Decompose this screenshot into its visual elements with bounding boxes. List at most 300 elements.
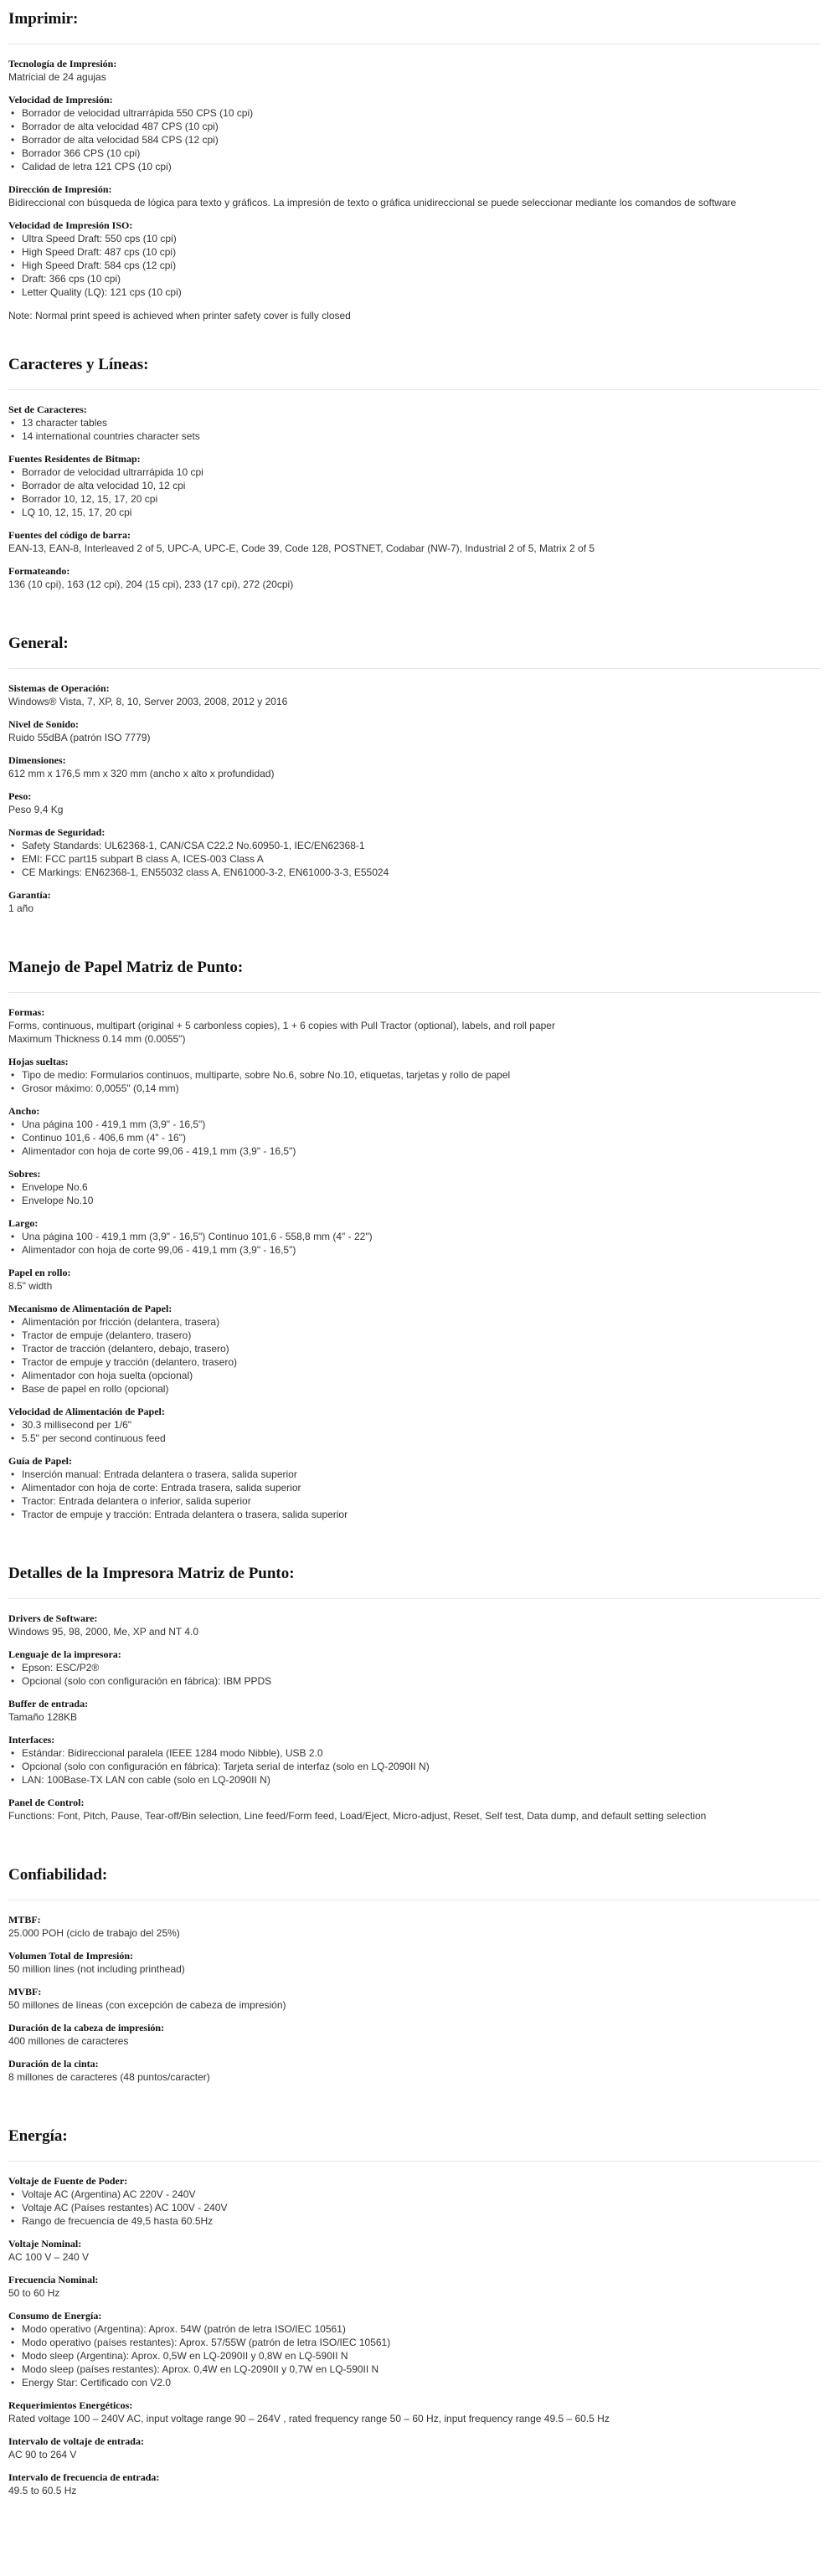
spec-value: Rated voltage 100 – 240V AC, input voltage range 90 – 264V , rated frequency range 50 – 60 Hz, input frequency range 49.5 – 60.5 Hz: [8, 2413, 610, 2424]
spec-section: [8, 346, 821, 625]
list-item-text: 5.5" per second continuous feed: [22, 1432, 166, 1444]
list-item-text: Borrador 366 CPS (10 cpi): [22, 147, 141, 159]
list-item: [8, 272, 821, 285]
spec-label: Frecuencia Nominal:: [8, 2274, 99, 2285]
list-item-text: Tractor de empuje (delantero, trasero): [22, 1329, 192, 1341]
list-item: [8, 506, 821, 519]
spec-label: MVBF:: [8, 1986, 42, 1998]
list-item-text: Estándar: Bidireccional paralela (IEEE 1284 modo Nibble), USB 2.0: [22, 1747, 323, 1759]
list-item-text: LQ 10, 12, 15, 17, 20 cpi: [22, 506, 132, 518]
spec-value: Ruido 55dBA (patrón ISO 7779): [8, 732, 151, 743]
bullet-icon: •: [11, 1132, 15, 1144]
list-item: [8, 1746, 821, 1760]
spec-section: [8, 1555, 821, 1856]
spec-label: MTBF:: [8, 1914, 41, 1926]
section-title: Detalles de la Impresora Matriz de Punto:: [8, 1556, 821, 1599]
spec-label: Sistemas de Operación:: [8, 682, 110, 694]
bullet-icon: •: [11, 1675, 15, 1687]
spec-value: 8.5" width: [8, 1280, 53, 1292]
spec-block: [8, 1648, 821, 1688]
bullet-icon: •: [11, 2215, 15, 2227]
list-item-text: Opcional (solo con configuración en fábrica): Tarjeta serial de interfaz (solo en LQ-2090II N): [22, 1761, 430, 1772]
spec-label: Buffer de entrada:: [8, 1698, 89, 1710]
list-item: [8, 465, 821, 479]
spec-list: [8, 1315, 821, 1396]
list-item-text: Modo operativo (Argentina): Aprox. 54W (patrón de letra ISO/IEC 10561): [22, 2323, 346, 2335]
spec-label: Voltaje de Fuente de Poder:: [8, 2175, 128, 2187]
spec-label: Intervalo de voltaje de entrada:: [8, 2435, 144, 2447]
spec-label: Duración de la cinta:: [8, 2058, 99, 2070]
spec-label: Mecanismo de Alimentación de Papel:: [8, 1303, 172, 1314]
list-item: [8, 839, 821, 852]
spec-label: Dirección de Impresión:: [8, 183, 112, 195]
section-note: Note: Normal print speed is achieved when printer safety cover is fully closed: [8, 310, 351, 321]
spec-section: [8, 1856, 821, 2117]
spec-list: [8, 839, 821, 879]
list-item-text: Calidad de letra 121 CPS (10 cpi): [22, 161, 172, 172]
spec-block: [8, 58, 821, 84]
spec-block: [8, 219, 821, 299]
spec-label: Normas de Seguridad:: [8, 826, 106, 838]
list-item-text: Tractor de tracción (delantero, debajo, trasero): [22, 1343, 229, 1355]
list-item: [8, 1468, 821, 1481]
list-item: [8, 1418, 821, 1432]
list-item: [8, 852, 821, 866]
spec-label: Formateando:: [8, 565, 70, 577]
list-item: [8, 2188, 821, 2201]
spec-list: [8, 1418, 821, 1445]
spec-label: Intervalo de frecuencia de entrada:: [8, 2471, 160, 2483]
bullet-icon: •: [11, 1383, 15, 1395]
bullet-icon: •: [11, 2363, 15, 2375]
spec-value: AC 90 to 264 V: [8, 2449, 77, 2460]
list-item-text: Alimentador con hoja de corte 99,06 - 419,1 mm (3,9" - 16,5"): [22, 1145, 296, 1157]
bullet-icon: •: [11, 2337, 15, 2348]
spec-block: [8, 2399, 821, 2425]
list-item: [8, 2214, 821, 2228]
bullet-icon: •: [11, 2202, 15, 2214]
spec-block: [8, 1006, 821, 1046]
spec-value: AC 100 V – 240 V: [8, 2251, 90, 2263]
list-item: [8, 133, 821, 147]
list-item-text: Envelope No.6: [22, 1181, 88, 1193]
spec-label: Velocidad de Impresión ISO:: [8, 219, 133, 231]
bullet-icon: •: [11, 1069, 15, 1081]
bullet-icon: •: [11, 853, 15, 865]
list-item: [8, 2336, 821, 2349]
list-item: [8, 1481, 821, 1494]
bullet-icon: •: [11, 161, 15, 172]
spec-label: Garantía:: [8, 889, 51, 901]
spec-label: Guía de Papel:: [8, 1455, 73, 1467]
list-item-text: Draft: 366 cps (10 cpi): [22, 273, 121, 285]
bullet-icon: •: [11, 1761, 15, 1772]
spec-value: 400 millones de caracteres: [8, 2035, 129, 2047]
spec-label: Voltaje Nominal:: [8, 2238, 82, 2250]
list-item: [8, 1382, 821, 1396]
bullet-icon: •: [11, 2350, 15, 2362]
bullet-icon: •: [11, 260, 15, 271]
spec-block: [8, 2175, 821, 2228]
list-item-text: Inserción manual: Entrada delantera o trasera, salida superior: [22, 1468, 297, 1480]
bullet-icon: •: [11, 1118, 15, 1130]
bullet-icon: •: [11, 1145, 15, 1157]
list-item-text: 30.3 millisecond per 1/6": [22, 1419, 131, 1431]
list-item-text: High Speed Draft: 487 cps (10 cpi): [22, 246, 177, 258]
spec-block: [8, 1217, 821, 1257]
list-item: [8, 1369, 821, 1382]
list-item-text: Tractor de empuje y tracción (delantero, trasero): [22, 1356, 237, 1368]
bullet-icon: •: [11, 1356, 15, 1368]
spec-block: [8, 1698, 821, 1724]
spec-value: 136 (10 cpi), 163 (12 cpi), 204 (15 cpi), 233 (17 cpi), 272 (20cpi): [8, 578, 294, 590]
bullet-icon: •: [11, 1509, 15, 1520]
spec-label: Interfaces:: [8, 1734, 55, 1746]
spec-label: Panel de Control:: [8, 1797, 85, 1808]
list-item-text: Tractor: Entrada delantera o inferior, salida superior: [22, 1495, 251, 1507]
list-item: [8, 259, 821, 272]
bullet-icon: •: [11, 430, 15, 442]
list-item-text: Una página 100 - 419,1 mm (3,9" - 16,5") Continuo 101,6 - 558,8 mm (4" - 22"): [22, 1231, 373, 1242]
spec-value: Matricial de 24 agujas: [8, 71, 106, 83]
section-body: [8, 1599, 821, 1856]
list-item: [8, 1180, 821, 1194]
list-item: [8, 1760, 821, 1773]
spec-block: [8, 1406, 821, 1445]
spec-value: 50 to 60 Hz: [8, 2287, 60, 2299]
section-title: Manejo de Papel Matriz de Punto:: [8, 950, 821, 993]
spec-label: Largo:: [8, 1217, 39, 1229]
spec-value: 50 million lines (not including printhead): [8, 1963, 185, 1975]
list-item-text: Borrador de velocidad ultrarrápida 550 CPS (10 cpi): [22, 107, 254, 119]
list-item: [8, 1118, 821, 1131]
spec-list: [8, 1468, 821, 1521]
spec-block: [8, 1168, 821, 1207]
spec-block: [8, 754, 821, 780]
bullet-icon: •: [11, 1747, 15, 1759]
bullet-icon: •: [11, 1419, 15, 1431]
spec-label: Velocidad de Impresión:: [8, 94, 113, 105]
bullet-icon: •: [11, 1316, 15, 1328]
list-item: [8, 106, 821, 120]
bullet-icon: •: [11, 2323, 15, 2335]
list-item-text: Ultra Speed Draft: 550 cps (10 cpi): [22, 233, 177, 244]
spec-value: Bidireccional con búsqueda de lógica para texto y gráficos. La impresión de texto o gráfica unidireccional se puede seleccionar mediante los comandos de software: [8, 197, 737, 208]
spec-value: 49.5 to 60.5 Hz: [8, 2485, 77, 2496]
bullet-icon: •: [11, 1370, 15, 1381]
list-item-text: Envelope No.10: [22, 1195, 94, 1206]
spec-section: [8, 2117, 821, 2531]
spec-label: Lenguaje de la impresora:: [8, 1648, 121, 1660]
list-item: [8, 120, 821, 133]
spec-label: Duración de la cabeza de impresión:: [8, 2022, 165, 2034]
spec-value: Peso 9,4 Kg: [8, 804, 64, 815]
list-item: [8, 1342, 821, 1355]
bullet-icon: •: [11, 466, 15, 478]
spec-label: Set de Caracteres:: [8, 404, 87, 415]
spec-label: Velocidad de Alimentación de Papel:: [8, 1406, 165, 1417]
bullet-icon: •: [11, 506, 15, 518]
list-item-text: Alimentador con hoja suelta (opcional): [22, 1370, 193, 1381]
list-item: [8, 1674, 821, 1688]
spec-block: [8, 529, 821, 555]
list-item: [8, 1329, 821, 1342]
list-item: [8, 1773, 821, 1787]
bullet-icon: •: [11, 1482, 15, 1494]
list-item: [8, 147, 821, 160]
spec-label: Consumo de Energía:: [8, 2310, 102, 2321]
spec-block: [8, 2238, 821, 2264]
list-item-text: Borrador de alta velocidad 584 CPS (12 cpi): [22, 134, 219, 146]
spec-value: 612 mm x 176,5 mm x 320 mm (ancho x alto x profundidad): [8, 768, 275, 779]
list-item: [8, 479, 821, 492]
bullet-icon: •: [11, 493, 15, 505]
spec-block: [8, 2022, 821, 2048]
spec-label: Dimensiones:: [8, 754, 66, 766]
list-item: [8, 2376, 821, 2389]
spec-label: Drivers de Software:: [8, 1612, 98, 1624]
spec-block: [8, 2471, 821, 2497]
bullet-icon: •: [11, 1181, 15, 1193]
spec-block: [8, 1105, 821, 1158]
spec-label: Ancho:: [8, 1105, 40, 1117]
spec-block: [8, 2435, 821, 2461]
bullet-icon: •: [11, 1082, 15, 1094]
list-item-text: Tipo de medio: Formularios continuos, multiparte, sobre No.6, sobre No.10, etiquetas, tarjetas y rollo de papel: [22, 1069, 511, 1081]
list-item-text: Modo sleep (Argentina): Aprox. 0,5W en LQ-2090II y 0,8W en LQ-590II N: [22, 2350, 348, 2362]
bullet-icon: •: [11, 840, 15, 851]
list-item: [8, 1661, 821, 1674]
spec-block: [8, 2310, 821, 2389]
list-item-text: Modo operativo (países restantes): Aprox. 57/55W (patrón de letra ISO/IEC 10561): [22, 2337, 391, 2348]
section-title: Caracteres y Líneas:: [8, 347, 821, 390]
list-item: [8, 232, 821, 245]
list-item-text: 14 international countries character sets: [22, 430, 200, 442]
bullet-icon: •: [11, 1432, 15, 1444]
list-item-text: Base de papel en rollo (opcional): [22, 1383, 169, 1395]
spec-value: 50 millones de líneas (con excepción de cabeza de impresión): [8, 1999, 286, 2011]
spec-block: [8, 1734, 821, 1787]
spec-label: Requerimientos Energéticos:: [8, 2399, 133, 2411]
spec-section: [8, 0, 821, 346]
list-item: [8, 1432, 821, 1445]
list-item-text: 13 character tables: [22, 417, 108, 429]
list-item-text: Safety Standards: UL62368-1, CAN/CSA C22.2 No.60950-1, IEC/EN62368-1: [22, 840, 365, 851]
list-item-text: CE Markings: EN62368-1, EN55032 class A, EN61000-3-2, EN61000-3-3, E55024: [22, 866, 389, 878]
spec-block: [8, 790, 821, 816]
list-item: [8, 1131, 821, 1144]
spec-label: Tecnología de Impresión:: [8, 58, 117, 69]
list-item-text: Alimentador con hoja de corte: Entrada trasera, salida superior: [22, 1482, 301, 1494]
spec-block: [8, 1056, 821, 1095]
list-item: [8, 1082, 821, 1095]
list-item-text: Letter Quality (LQ): 121 cps (10 cpi): [22, 286, 182, 298]
spec-value: Tamaño 128KB: [8, 1711, 78, 1723]
list-item: [8, 1355, 821, 1369]
spec-block: [8, 183, 821, 209]
section-body: [8, 993, 821, 1555]
list-item-text: Continuo 101,6 - 406,6 mm (4" - 16"): [22, 1132, 186, 1144]
bullet-icon: •: [11, 480, 15, 491]
list-item-text: Borrador de alta velocidad 487 CPS (10 cpi): [22, 121, 219, 132]
list-item-text: Voltaje AC (Argentina) AC 220V - 240V: [22, 2188, 196, 2200]
list-item: [8, 160, 821, 173]
bullet-icon: •: [11, 1662, 15, 1674]
bullet-icon: •: [11, 2377, 15, 2388]
spec-block: [8, 718, 821, 744]
list-item-text: Modo sleep (países restantes): Aprox. 0,4W en LQ-2090II y 0,7W en LQ-590II N: [22, 2363, 379, 2375]
list-item: [8, 285, 821, 299]
bullet-icon: •: [11, 246, 15, 258]
section-body: [8, 44, 821, 346]
section-body: [8, 1900, 821, 2117]
spec-list: [8, 1661, 821, 1688]
bullet-icon: •: [11, 1329, 15, 1341]
list-item-text: Energy Star: Certificado con V2.0: [22, 2377, 172, 2388]
section-body: [8, 390, 821, 625]
spec-value-secondary: Maximum Thickness 0.14 mm (0.0055"): [8, 1033, 186, 1045]
list-item: [8, 1315, 821, 1329]
list-item-text: Alimentación por fricción (delantera, trasera): [22, 1316, 220, 1328]
spec-block: [8, 1303, 821, 1396]
list-item: [8, 416, 821, 429]
list-item: [8, 2322, 821, 2336]
list-item-text: Alimentador con hoja de corte 99,06 - 419,1 mm (3,9" - 16,5"): [22, 1244, 296, 1256]
bullet-icon: •: [11, 2188, 15, 2200]
list-item: [8, 2201, 821, 2214]
list-item-text: High Speed Draft: 584 cps (12 cpi): [22, 260, 177, 271]
list-item: [8, 1144, 821, 1158]
spec-label: Papel en rollo:: [8, 1267, 71, 1278]
spec-block: [8, 1950, 821, 1976]
bullet-icon: •: [11, 147, 15, 159]
bullet-icon: •: [11, 1195, 15, 1206]
section-title: Imprimir:: [8, 2, 821, 44]
spec-block: [8, 2058, 821, 2084]
spec-block: [8, 94, 821, 173]
list-item: [8, 2363, 821, 2376]
spec-block: [8, 682, 821, 708]
bullet-icon: •: [11, 121, 15, 132]
spec-label: Volumen Total de Impresión:: [8, 1950, 134, 1962]
spec-list: [8, 1180, 821, 1207]
spec-label: Hojas sueltas:: [8, 1056, 69, 1067]
list-item: [8, 1508, 821, 1521]
bullet-icon: •: [11, 1468, 15, 1480]
list-item: [8, 1494, 821, 1508]
spec-label: Sobres:: [8, 1168, 41, 1180]
list-item-text: Tractor de empuje y tracción: Entrada delantera o trasera, salida superior: [22, 1509, 348, 1520]
spec-value: 25.000 POH (ciclo de trabajo del 25%): [8, 1927, 180, 1939]
spec-value: Functions: Font, Pitch, Pause, Tear-off/Bin selection, Line feed/Form feed, Load/Eject, Micro-adjust, Reset, Self test, Data dump, and default setting selection: [8, 1810, 707, 1822]
list-item-text: Una página 100 - 419,1 mm (3,9" - 16,5"): [22, 1118, 206, 1130]
spec-value: 1 año: [8, 902, 34, 914]
spec-label: Nivel de Sonido:: [8, 718, 80, 730]
section-body: [8, 2162, 821, 2531]
spec-block: [8, 1267, 821, 1293]
spec-list: [8, 1230, 821, 1257]
spec-list: [8, 465, 821, 519]
spec-list: [8, 416, 821, 443]
spec-section: [8, 949, 821, 1555]
bullet-icon: •: [11, 134, 15, 146]
spec-block: [8, 565, 821, 591]
spec-block: [8, 453, 821, 519]
spec-value: Forms, continuous, multipart (original + 5 carbonless copies), 1 + 6 copies with Pull Tractor (optional), labels, and roll paper: [8, 1020, 555, 1031]
spec-list: [8, 2322, 821, 2389]
bullet-icon: •: [11, 1495, 15, 1507]
spec-block: [8, 1612, 821, 1638]
spec-list: [8, 232, 821, 299]
list-item-text: Grosor máximo: 0,0055" (0,14 mm): [22, 1082, 179, 1094]
bullet-icon: •: [11, 1231, 15, 1242]
spec-list: [8, 1068, 821, 1095]
list-item-text: EMI: FCC part15 subpart B class A, ICES-003 Class A: [22, 853, 264, 865]
section-body: [8, 669, 821, 949]
list-item: [8, 429, 821, 443]
spec-block: [8, 1797, 821, 1823]
spec-block: [8, 1986, 821, 2012]
list-item: [8, 1068, 821, 1082]
spec-list: [8, 106, 821, 173]
list-item: [8, 866, 821, 879]
spec-label: Formas:: [8, 1006, 45, 1018]
list-item: [8, 245, 821, 259]
spec-value: Windows 95, 98, 2000, Me, XP and NT 4.0: [8, 1626, 199, 1638]
list-item-text: Epson: ESC/P2®: [22, 1662, 100, 1674]
list-item: [8, 1230, 821, 1243]
bullet-icon: •: [11, 107, 15, 119]
bullet-icon: •: [11, 1343, 15, 1355]
spec-block: [8, 2274, 821, 2300]
list-item: [8, 2349, 821, 2363]
bullet-icon: •: [11, 417, 15, 429]
spec-value: 8 millones de caracteres (48 puntos/caracter): [8, 2071, 210, 2083]
list-item: [8, 1243, 821, 1257]
section-title: Confiabilidad:: [8, 1858, 821, 1900]
list-item-text: Borrador de velocidad ultrarrápida 10 cpi: [22, 466, 203, 478]
section-title: Energía:: [8, 2119, 821, 2162]
section-title: General:: [8, 626, 821, 669]
list-item-text: Borrador de alta velocidad 10, 12 cpi: [22, 480, 186, 491]
spec-value: Windows® Vista, 7, XP, 8, 10, Server 2003, 2008, 2012 y 2016: [8, 696, 288, 707]
list-item-text: Opcional (solo con configuración en fábrica): IBM PPDS: [22, 1675, 272, 1687]
list-item-text: LAN: 100Base-TX LAN con cable (solo en LQ-2090II N): [22, 1774, 270, 1786]
spec-list: [8, 2188, 821, 2228]
spec-block: [8, 826, 821, 879]
spec-block: [8, 889, 821, 915]
spec-label: Peso:: [8, 790, 32, 802]
list-item-text: Borrador 10, 12, 15, 17, 20 cpi: [22, 493, 158, 505]
list-item-text: Rango de frecuencia de 49,5 hasta 60.5Hz: [22, 2215, 214, 2227]
list-item: [8, 492, 821, 506]
spec-value: EAN-13, EAN-8, Interleaved 2 of 5, UPC-A, UPC-E, Code 39, Code 128, POSTNET, Codabar (NW-7), Industrial 2 of 5, Matrix 2 of 5: [8, 542, 595, 554]
list-item-text: Voltaje AC (Países restantes) AC 100V - 240V: [22, 2202, 228, 2214]
bullet-icon: •: [11, 1774, 15, 1786]
bullet-icon: •: [11, 286, 15, 298]
spec-section: [8, 625, 821, 949]
bullet-icon: •: [11, 273, 15, 285]
spec-label: Fuentes del código de barra:: [8, 529, 131, 541]
spec-block: [8, 1455, 821, 1521]
spec-list: [8, 1746, 821, 1787]
spec-list: [8, 1118, 821, 1158]
bullet-icon: •: [11, 866, 15, 878]
list-item: [8, 1194, 821, 1207]
spec-block: [8, 1914, 821, 1940]
spec-block: [8, 404, 821, 443]
bullet-icon: •: [11, 233, 15, 244]
